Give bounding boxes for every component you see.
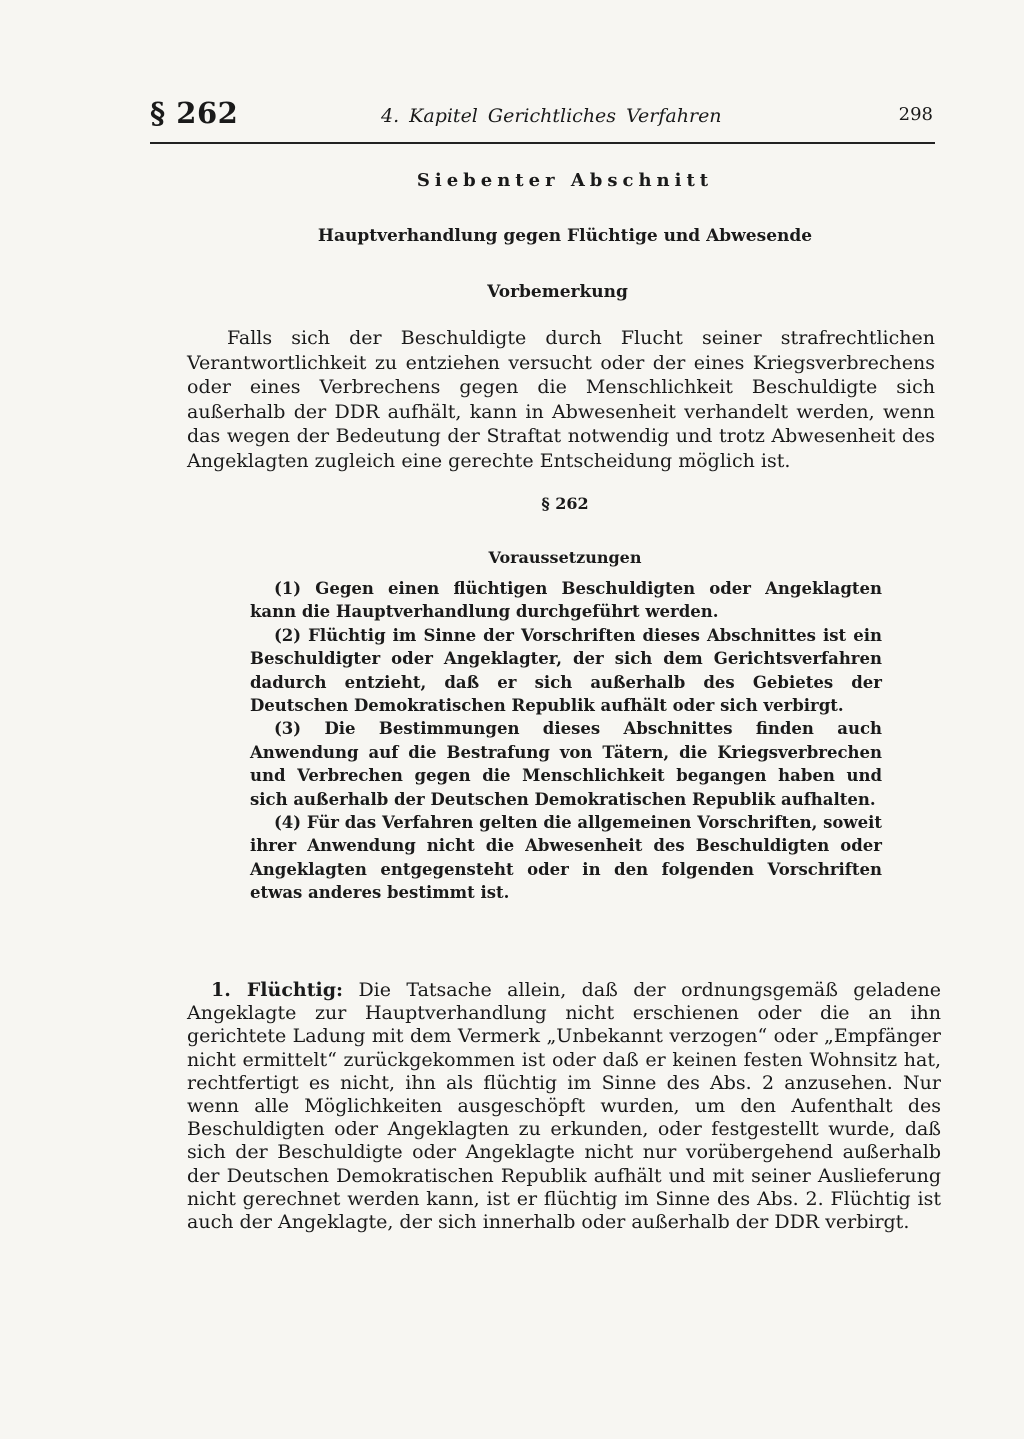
commentary-note-1	[187, 979, 941, 1234]
page-header	[150, 96, 935, 144]
provision-4: (4) Für das Verfahren gelten die allgemeinen Vorschriften, soweit ihrer Anwendung nicht die Abwesenheit des Beschuldigten oder Angeklagten entgegensteht oder in den folgenden Vorschriften etwas anderes bestimmt ist.	[250, 813, 882, 903]
section-heading: Siebenter Abschnitt	[416, 170, 714, 191]
provisions-list	[250, 577, 882, 905]
paragraph-title: Voraussetzungen	[488, 548, 642, 567]
section-subtitle: Hauptverhandlung gegen Flüchtige und Abwesende	[317, 226, 813, 246]
commentary-text: Die Tatsache allein, daß der ordnungsgemäß geladene Angeklagte zur Hauptverhandlung nicht erschienen oder die an ihn gerichtete Ladung mit dem Vermerk „Unbekannt verzogen“ oder „Empfänger nicht ermittelt“ zurückgekommen ist oder daß er keinen festen Wohnsitz hat, rechtfertigt es nicht, ihn als flüchtig im Sinne des Abs. 2 anzusehen. Nur wenn alle Möglichkeiten ausgeschöpft wurden, um den Aufenthalt des Beschuldigten oder Angeklagten zu erkunden, oder festgestellt wurde, daß sich der Beschuldigte oder Angeklagte nicht nur vorübergehend außerhalb der Deutschen Demokratischen Republik aufhält und mit seiner Auslieferung nicht gerechnet werden kann, ist er flüchtig im Sinne des Abs. 2. Flüchtig ist auch der Angeklagte, der sich innerhalb oder außerhalb der DDR verbirgt.	[187, 979, 941, 1234]
page-number: 298	[898, 104, 933, 125]
provision-3: (3) Die Bestimmungen dieses Abschnittes finden auch Anwendung auf die Bestrafung von Tätern, die Kriegsverbrechen und Verbrechen gegen die Menschlichkeit begangen haben und sich außerhalb der Deutschen Demokratischen Republik aufhalten.	[250, 719, 882, 809]
preliminary-text: Falls sich der Beschuldigte durch Flucht seiner strafrechtlichen Verantwortlichkeit zu entziehen versucht oder der eines Kriegsverbrechens oder eines Verbrechens gegen die Menschlichkeit Beschuldigte sich außerhalb der DDR aufhält, kann in Abwesenheit verhandelt werden, wenn das wegen der Bedeutung der Straftat notwendig und trotz Abwesenheit des Angeklagten zugleich eine gerechte Entscheidung möglich ist.	[187, 327, 935, 472]
header-section-number: § 262	[150, 96, 239, 130]
preliminary-title: Vorbemerkung	[487, 282, 628, 302]
paragraph-number: § 262	[541, 494, 589, 513]
provision-1: (1) Gegen einen flüchtigen Beschuldigten oder Angeklagten kann die Hauptverhandlung durchgeführt werden.	[250, 579, 882, 622]
header-chapter-title: 4. Kapitel Gerichtliches Verfahren	[381, 105, 722, 127]
commentary-lead: 1. Flüchtig:	[211, 979, 344, 1001]
provision-2: (2) Flüchtig im Sinne der Vorschriften dieses Abschnittes ist ein Beschuldigter oder Angeklagter, der sich dem Gerichtsverfahren dadurch entzieht, daß er sich außerhalb des Gebietes der Deutschen Demokratischen Republik aufhält oder sich verbirgt.	[250, 625, 882, 716]
